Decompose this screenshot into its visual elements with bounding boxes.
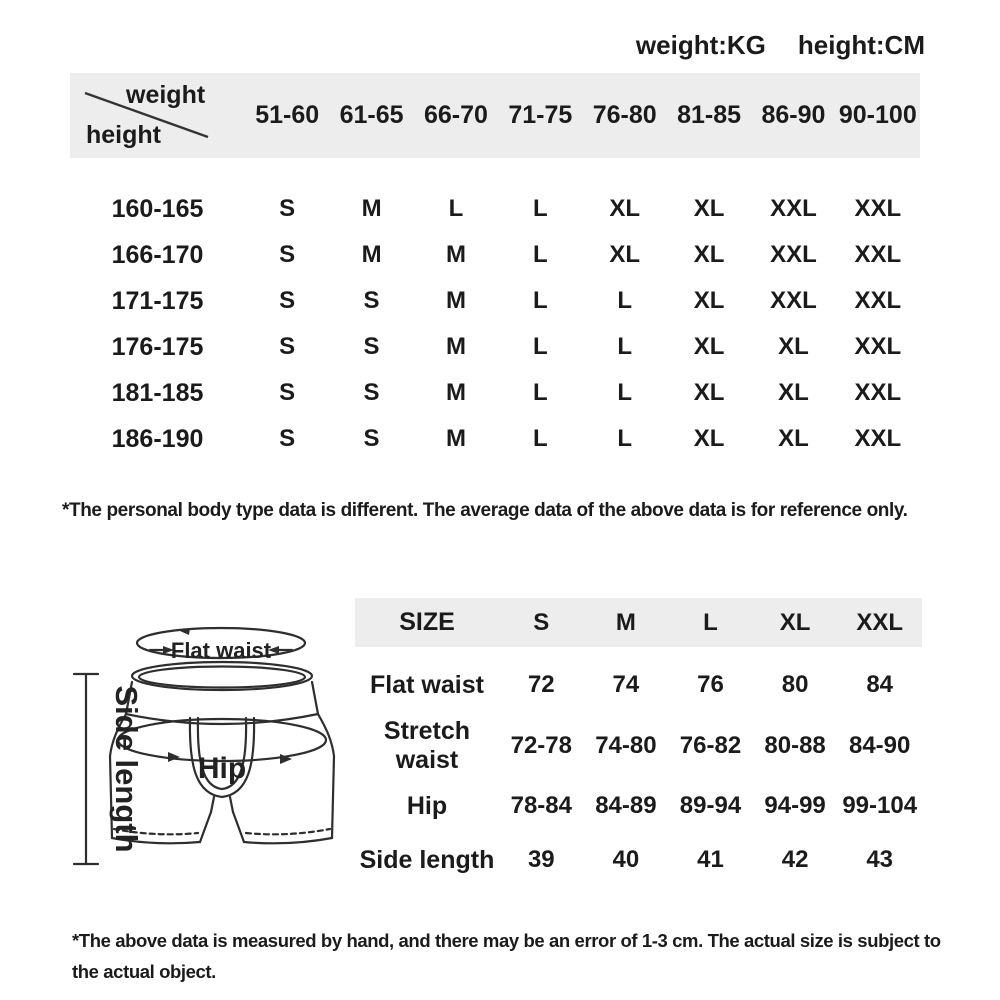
height-weight-size-table xyxy=(70,73,920,462)
table-row xyxy=(70,232,920,278)
measure-value: 84-89 xyxy=(595,792,657,819)
size-cell: L xyxy=(617,287,633,314)
measure-value: 94-99 xyxy=(764,792,826,819)
measure-value: 41 xyxy=(697,846,724,873)
flat-waist-label: Flat waist xyxy=(170,638,272,663)
height-weight-body xyxy=(70,186,920,462)
height-range-label: 160-165 xyxy=(111,194,204,223)
size-cell: XL xyxy=(693,379,725,406)
weight-range-header: 51-60 xyxy=(255,101,320,129)
size-cell: L xyxy=(532,287,548,314)
weight-range-header: 66-70 xyxy=(423,101,488,129)
size-cell: S xyxy=(279,379,296,406)
weight-range-header: 71-75 xyxy=(508,101,573,129)
weight-range-header: 76-80 xyxy=(592,101,657,129)
table-row xyxy=(355,829,922,891)
size-cell: XL xyxy=(778,379,809,406)
size-cell: L xyxy=(617,379,633,406)
size-cell: L xyxy=(532,195,548,222)
measure-value: 72-78 xyxy=(510,732,572,759)
table-row xyxy=(70,416,920,462)
measure-value: 80 xyxy=(781,671,809,698)
measurement-table xyxy=(355,598,922,891)
size-cell: XL xyxy=(693,287,725,314)
height-range-label: 186-190 xyxy=(111,424,204,453)
measure-value: 74-80 xyxy=(595,732,657,759)
measure-value: 84 xyxy=(866,671,894,698)
table-row xyxy=(355,783,922,829)
size-column-header: XXL xyxy=(856,608,904,636)
measure-label: Side length xyxy=(359,845,495,874)
size-cell: XXL xyxy=(854,379,902,406)
measurement-note xyxy=(72,925,941,987)
size-cell: XXL xyxy=(854,333,902,360)
measurement-note-line2: the actual object. xyxy=(72,961,216,982)
size-cell: XL xyxy=(609,241,641,268)
measure-value: 40 xyxy=(612,846,640,873)
size-column-header: S xyxy=(533,608,550,636)
size-cell: L xyxy=(532,333,548,360)
size-column-header: M xyxy=(615,608,636,636)
table-row xyxy=(70,324,920,370)
size-cell: XL xyxy=(693,333,725,360)
weight-range-header: 81-85 xyxy=(677,101,742,129)
reference-note: *The personal body type data is different. The average data of the above data is for reference only. xyxy=(62,500,908,521)
size-cell: XXL xyxy=(854,241,902,268)
size-cell: XXL xyxy=(854,425,902,452)
measurement-note-line1: *The above data is measured by hand, and there may be an error of 1-3 cm. The actual size is subject to xyxy=(72,930,941,951)
weight-unit-label: weight:KG xyxy=(635,30,766,60)
size-cell: M xyxy=(445,287,466,314)
size-cell: S xyxy=(279,241,296,268)
table-row xyxy=(70,370,920,416)
size-cell: S xyxy=(363,425,380,452)
size-header: SIZE xyxy=(399,608,455,637)
table-row xyxy=(70,278,920,324)
size-cell: S xyxy=(279,287,296,314)
waist-opening-inner xyxy=(139,667,305,688)
size-cell: XXL xyxy=(854,195,902,222)
size-cell: XXL xyxy=(770,195,817,222)
right-inseam xyxy=(233,812,244,842)
height-range-label: 176-175 xyxy=(111,332,204,361)
size-cell: M xyxy=(445,333,466,360)
hip-label: Hip xyxy=(197,752,247,785)
left-inseam xyxy=(200,812,211,842)
waistband-right xyxy=(312,682,318,714)
size-cell: M xyxy=(445,425,466,452)
size-cell: S xyxy=(279,333,296,360)
size-cell: L xyxy=(617,333,633,360)
measurement-header-row xyxy=(355,598,922,647)
weight-range-header: 90-100 xyxy=(838,101,917,129)
boxer-shorts-diagram xyxy=(50,598,370,908)
units-bar xyxy=(0,30,1000,61)
weight-range-header: 86-90 xyxy=(761,101,826,129)
size-cell: XL xyxy=(693,425,725,452)
size-cell: L xyxy=(532,241,548,268)
weight-range-header: 61-65 xyxy=(339,101,404,129)
measure-value: 76-82 xyxy=(679,732,742,759)
right-hem-stitching xyxy=(246,829,330,834)
size-cell: XXL xyxy=(854,287,902,314)
height-weight-header-row xyxy=(70,73,920,158)
height-range-label: 171-175 xyxy=(111,286,204,315)
size-cell: L xyxy=(448,195,464,222)
measure-label: Flat waist xyxy=(370,670,484,699)
size-column-header: XL xyxy=(779,608,811,636)
size-cell: XL xyxy=(778,425,809,452)
measure-value: 80-88 xyxy=(764,732,826,759)
measure-value: 42 xyxy=(781,846,809,873)
size-cell: M xyxy=(445,379,466,406)
crotch-left xyxy=(211,797,214,812)
size-cell: L xyxy=(532,425,548,452)
size-cell: L xyxy=(617,425,633,452)
measure-value: 72 xyxy=(527,671,555,698)
size-cell: S xyxy=(363,379,380,406)
measure-value: 99-104 xyxy=(842,792,918,819)
table-row xyxy=(355,661,922,709)
size-cell: M xyxy=(445,241,466,268)
size-cell: XL xyxy=(693,195,725,222)
height-range-label: 166-170 xyxy=(111,240,204,269)
hip-arrow-icon xyxy=(168,752,180,762)
size-cell: XL xyxy=(693,241,725,268)
measure-value: 74 xyxy=(612,671,640,698)
right-leg-hem xyxy=(244,838,332,843)
height-unit-label: height:CM xyxy=(797,30,925,60)
measure-label: Stretch waist xyxy=(383,717,471,774)
height-range-label: 181-185 xyxy=(111,378,204,407)
size-column-header: L xyxy=(703,608,718,636)
size-cell: S xyxy=(363,287,380,314)
size-cell: S xyxy=(279,195,296,222)
measure-label: Hip xyxy=(406,791,448,820)
measure-value: 76 xyxy=(697,671,724,698)
size-cell: M xyxy=(361,241,382,268)
measure-value: 84-90 xyxy=(848,732,911,759)
measure-value: 43 xyxy=(866,846,894,873)
axis-corner-cell xyxy=(70,73,245,158)
size-cell: L xyxy=(532,379,548,406)
size-cell: XL xyxy=(609,195,641,222)
table-row xyxy=(70,186,920,232)
size-cell: S xyxy=(363,333,380,360)
height-axis-label: height xyxy=(86,121,161,149)
size-cell: XL xyxy=(778,333,809,360)
side-length-label: Side length xyxy=(108,685,144,853)
weight-axis-label: weight xyxy=(126,81,206,109)
measure-value: 89-94 xyxy=(679,792,742,819)
table-row xyxy=(355,709,922,783)
measure-value: 78-84 xyxy=(510,792,572,819)
size-cell: S xyxy=(279,425,296,452)
size-cell: XXL xyxy=(770,241,817,268)
size-cell: XXL xyxy=(770,287,817,314)
measure-value: 39 xyxy=(527,846,555,873)
crotch-right xyxy=(230,797,233,812)
size-cell: M xyxy=(361,195,382,222)
